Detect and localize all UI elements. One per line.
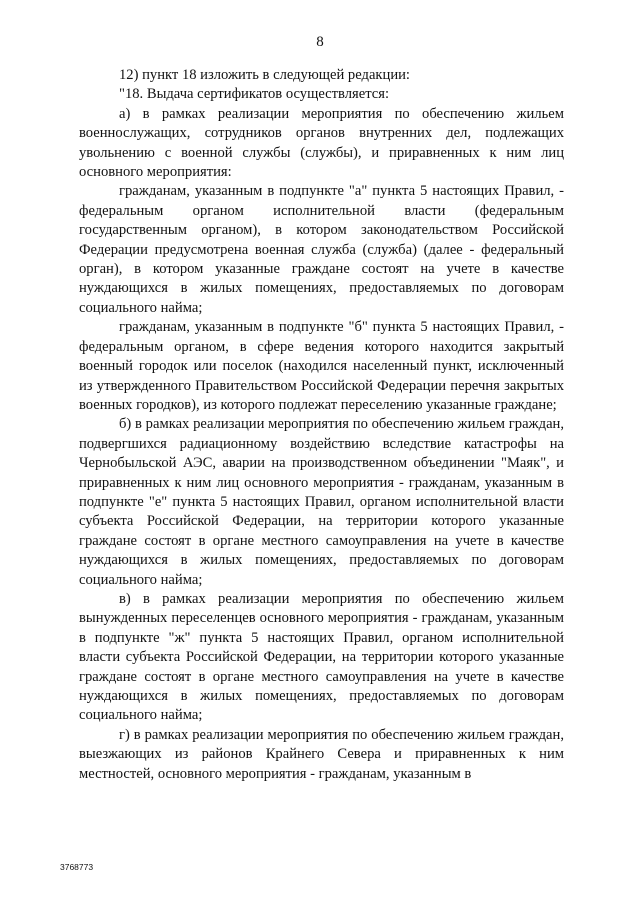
paragraph-subitem-v: в) в рамках реализации мероприятия по обеспечению жильем вынужденных переселенцев основного мероприятия - гражданам, указанным в подпункте "ж" пункта 5 настоящих Правил, органом исполнительной власти субъекта Российской Федерации, на территории которого указанные граждане состоят в органе местного самоуправления на учете в качестве нуждающихся в жилых помещениях, предоставляемых по договорам социального найма; (79, 590, 564, 724)
document-body (79, 66, 564, 784)
paragraph-subitem-a-citizens-a: гражданам, указанным в подпункте "а" пункта 5 настоящих Правил, - федеральным органом исполнительной власти (федеральным государственным органом), в котором законодательством Российской Федерации предусмотрена военная служба (служба) (далее - федеральный орган), в котором указанные граждане состоят на учете в качестве нуждающихся в жилых помещениях, предоставляемых по договорам социального найма; (79, 183, 564, 316)
paragraph-subitem-a: а) в рамках реализации мероприятия по обеспечению жильем военнослужащих, сотрудников органов внутренних дел, подлежащих увольнению с военной службы (службы), и приравненных к ним лиц основного мероприятия: (79, 105, 564, 181)
paragraph-subitem-b: б) в рамках реализации мероприятия по обеспечению жильем граждан, подвергшихся радиационному воздействию вследствие катастрофы на Чернобыльской АЭС, аварии на производственном объединении "Маяк", и приравненных к ним лиц основного мероприятия - гражданам, указанным в подпункте "е" пункта 5 настоящих Правил, органом исполнительной власти субъекта Российской Федерации, на территории которого указанные граждане состоят в органе местного самоуправления на учете в качестве нуждающихся в жилых помещениях, предоставляемых по договорам социального найма; (79, 416, 564, 588)
paragraph-subitem-a-citizens-b: гражданам, указанным в подпункте "б" пункта 5 настоящих Правил, - федеральным органом, в сфере ведения которого находится закрытый военный городок или поселок (находился населенный пункт, исключенный из утвержденного Правительством Российской Федерации перечня закрытых военных городков), из которого подлежат переселению указанные граждане; (79, 319, 564, 413)
paragraph-item-18-heading: "18. Выдача сертификатов осуществляется: (119, 86, 389, 103)
document-id: 3768773 (60, 862, 94, 872)
page-number: 8 (316, 34, 324, 50)
paragraph-amendment-intro: 12) пункт 18 изложить в следующей редакции: (119, 67, 410, 83)
paragraph-subitem-g: г) в рамках реализации мероприятия по обеспечению жильем граждан, выезжающих из районов Крайнего Севера и приравненных к ним местностей, основного мероприятия - гражданам, указанным в (79, 726, 564, 782)
